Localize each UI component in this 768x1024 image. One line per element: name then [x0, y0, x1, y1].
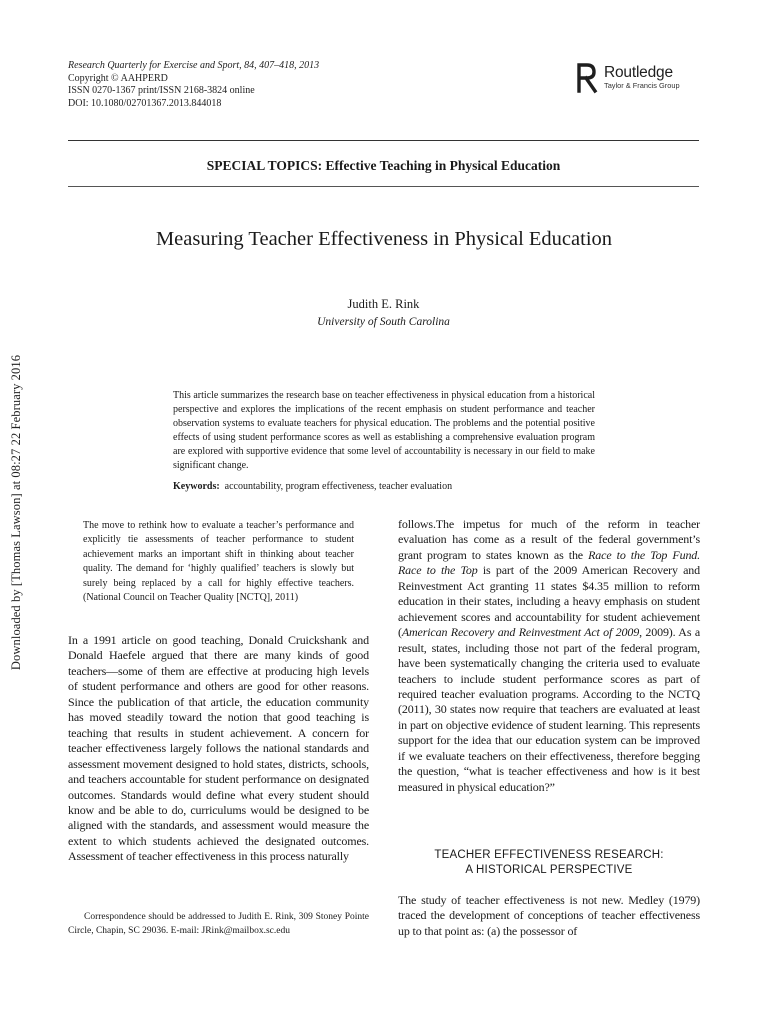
left-column-paragraph: In a 1991 article on good teaching, Donald Cruickshank and Donald Haefele argued that there are many kinds of good teachers—some of them are effective at producing high levels of student performance and others are good for other reasons. Since the publication of that article, the education community has moved steadily toward the notion that good teaching is teaching that results in student achievement. A concern for teacher effectiveness largely follows the national standards and assessment movement designed to hold states, districts, schools, and teachers accountable for student performance on designated outcomes. Standards would define what every student should know and be able to do, curriculums would be designed to be aligned with the standards, and assessment would measure the extent to which students achieved the designated outcomes. Assessment of teacher effectiveness in this process naturally: [68, 633, 369, 864]
journal-header: [68, 60, 508, 110]
right-column-paragraph: [398, 517, 700, 795]
footnote-text: Correspondence should be addressed to Judith E. Rink, 309 Stoney Pointe Circle, Chapin, SC 29036. E-mail: JRink@mailbox.sc.edu: [68, 912, 369, 936]
italic-program-name: Race to the Top Fund. Race to the Top: [398, 547, 700, 578]
section-label: SPECIAL TOPICS: Effective Teaching in Physical Education: [206, 158, 561, 173]
abstract: This article summarizes the research base on teacher effectiveness in physical education from a historical perspective and explores the implications of the recent emphasis on student performance and teacher observation systems to evaluate teachers for physical education. The problems and the potential positive effects of using student performance scores as well as establishing a comprehensive evaluation program are explored with supportive evidence that some level of accountability is necessary in our field to make significant change.: [173, 390, 595, 472]
italic-act-name: American Recovery and Reinvestment Act of 2009: [401, 625, 640, 640]
section-heading-line1: TEACHER EFFECTIVENESS RESEARCH:: [434, 849, 664, 861]
routledge-logo-icon: [576, 62, 598, 94]
text-span: , 2009). As a result, states, including those not part of the federal program, have been systematically changing the criteria used to evaluate teachers to include student performance scores as part of required teacher evaluation programs. According to the NCTQ (2011), 30 states now require that teachers are evaluated at least in part on objective evidence of student learning. This represents support for the idea that our education system can be improved if we evaluate teachers on their effectiveness, therefore begging the question, “what is teacher effectiveness and how is it best measured in physical education?”: [398, 625, 700, 794]
download-notice-sidebar: [0, 334, 34, 690]
section-heading: [398, 848, 700, 878]
publisher-group: Taylor & Francis Group: [604, 81, 680, 90]
author-name: Judith E. Rink: [347, 297, 420, 311]
section-heading-line2: A HISTORICAL PERSPECTIVE: [465, 864, 633, 876]
keywords-label: Keywords:: [173, 481, 220, 492]
top-rule: [68, 140, 699, 141]
text-span: is part of the 2009 American Recovery and Reinvestment Act granting 11 states $4.35 million to reform education in their states, including a heavy emphasis on student achievement scores and accountability for student achievement (: [398, 563, 700, 640]
journal-citation: Research Quarterly for Exercise and Sport, 84, 407–418, 2013: [68, 60, 320, 71]
publisher-logo: [576, 58, 706, 98]
keywords: [173, 480, 595, 494]
issn-line: ISSN 0270-1367 print/ISSN 2168-3824 online: [68, 85, 255, 96]
download-notice: Downloaded by [Thomas Lawson] at 08:27 22 February 2016: [9, 354, 24, 670]
keywords-value: accountability, program effectiveness, teacher evaluation: [224, 481, 453, 492]
right-column-paragraph-2: The study of teacher effectiveness is not new. Medley (1979) traced the development of conceptions of teacher effectiveness up to that point as: (a) the possessor of: [398, 893, 700, 938]
doi-line: DOI: 10.1080/02701367.2013.844018: [68, 97, 222, 109]
bottom-rule: [68, 186, 699, 187]
epigraph: The move to rethink how to evaluate a teacher’s performance and explicitly tie assessments of teacher performance to student achievement marks an important shift in thinking about teacher quality. The demand for ‘highly qualified’ teachers is slowly but surely being replaced by a call for highly effective teachers. (National Council on Teacher Quality [NCTQ], 2011): [83, 520, 354, 604]
publisher-name: Routledge: [604, 64, 673, 81]
correspondence-footnote: [68, 911, 369, 938]
text-span: follows.The impetus for much of the reform in teacher evaluation has come as a result of the federal government’s grant program to states known as the: [398, 517, 700, 562]
author-affiliation: University of South Carolina: [317, 316, 450, 328]
article-title: Measuring Teacher Effectiveness in Physical Education: [155, 228, 613, 250]
copyright-line: Copyright © AAHPERD: [68, 72, 168, 84]
